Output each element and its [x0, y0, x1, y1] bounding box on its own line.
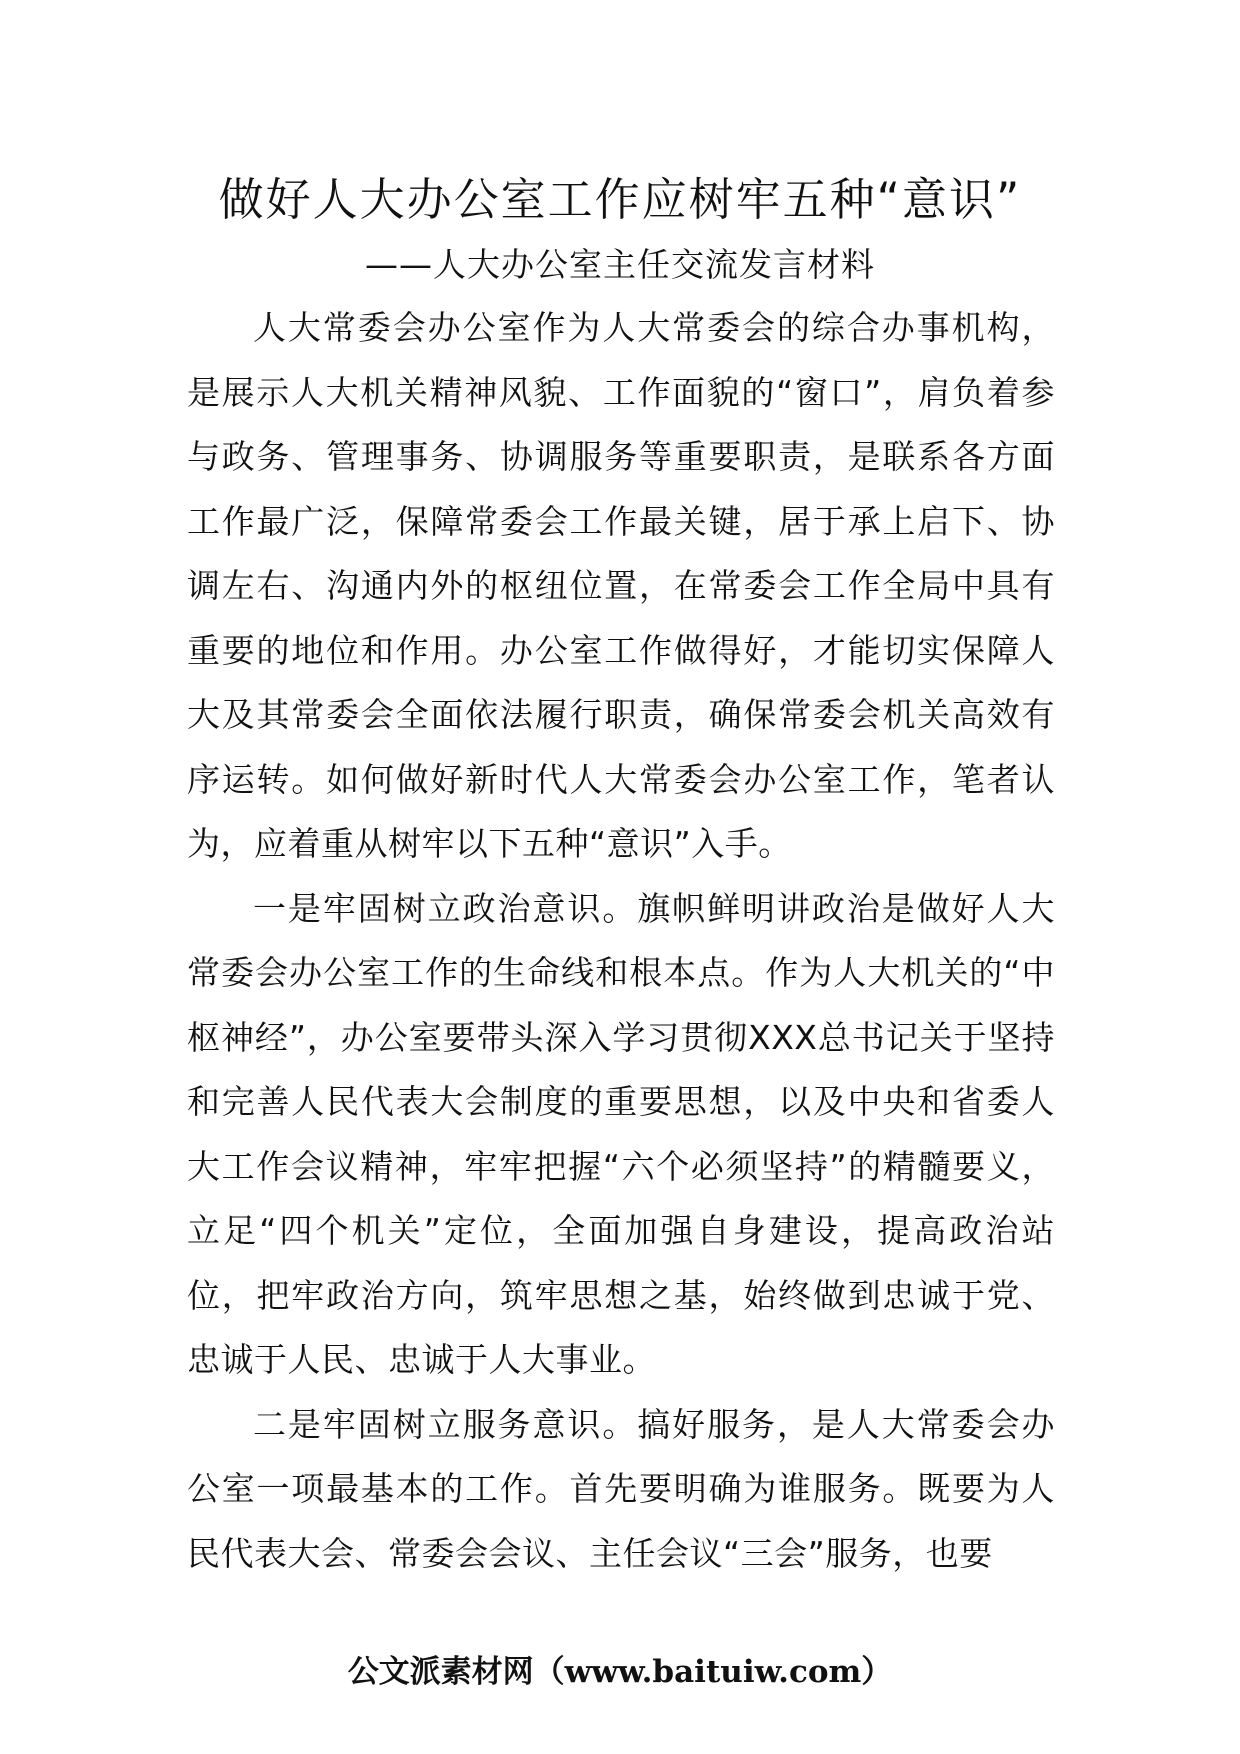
paragraph-political-awareness: 一是牢固树立政治意识。旗帜鲜明讲政治是做好人大常委会办公室工作的生命线和根本点。作为人大机关的“中枢神经”，办公室要带头深入学习贯彻XXX总书记关于坚持和完善人民代表大会制度的重要思想，以及中央和省委人大工作会议精神，牢牢把握“六个必须坚持”的精髓要义，立足“四个机关”定位，全面加强自身建设，提高政治站位，把牢政治方向，筑牢思想之基，始终做到忠诚于党、忠诚于人民、忠诚于人大事业。 [187, 888, 1055, 1379]
document-subtitle: ——人大办公室主任交流发言材料 [365, 245, 875, 284]
footer-source: 公文派素材网（www.baituiw.com） [347, 1654, 893, 1690]
paragraph-service-awareness: 二是牢固树立服务意识。搞好服务，是人大常委会办公室一项最基本的工作。首先要明确为谁服务。既要为人民代表大会、常委会会议、主任会议“三会”服务，也要 [187, 1404, 1055, 1573]
paragraph-intro: 人大常委会办公室作为人大常委会的综合办事机构，是展示人大机关精神风貌、工作面貌的“窗口”，肩负着参与政务、管理事务、协调服务等重要职责，是联系各方面工作最广泛，保障常委会工作最关键，居于承上启下、协调左右、沟通内外的枢纽位置，在常委会工作全局中具有重要的地位和作用。办公室工作做得好，才能切实保障人大及其常委会全面依法履行职责，确保常委会机关高效有序运转。如何做好新时代人大常委会办公室工作，笔者认为，应着重从树牢以下五种“意识”入手。 [187, 308, 1055, 863]
document-title: 做好人大办公室工作应树牢五种“意识” [218, 173, 1022, 226]
document-body [187, 296, 1055, 1586]
